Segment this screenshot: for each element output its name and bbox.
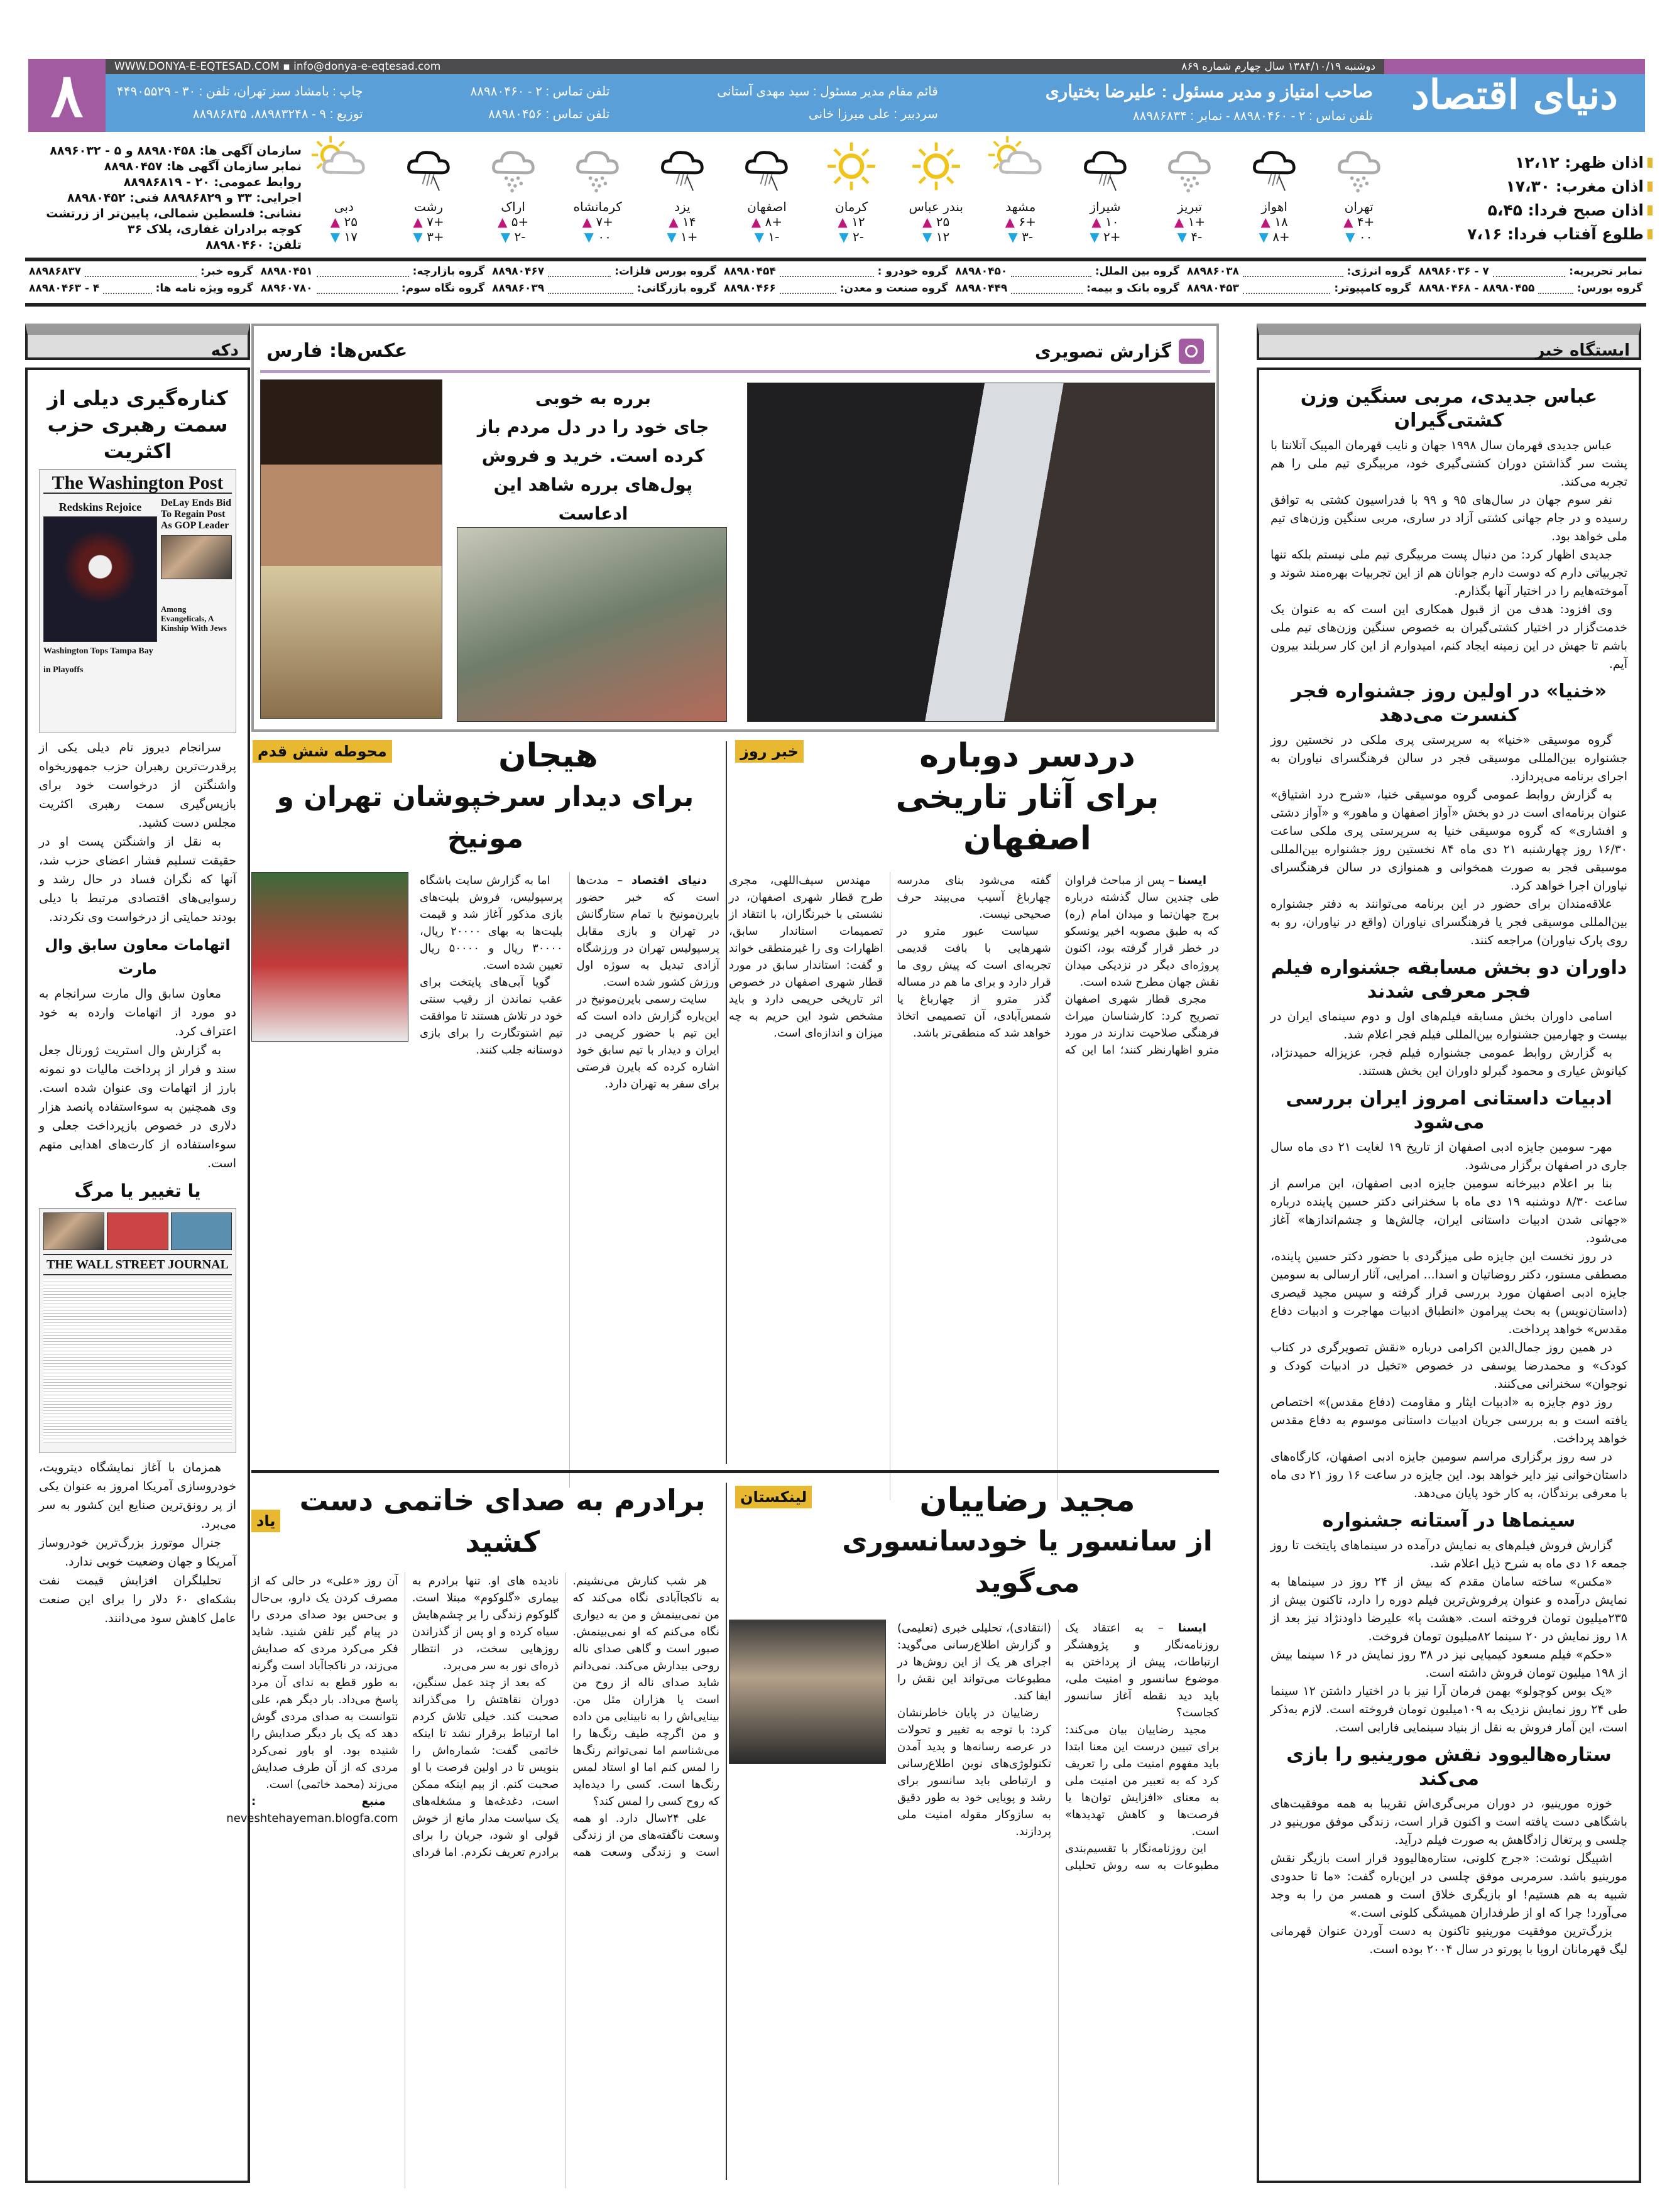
phone-number: ۸۸۹۸۶۰۳۹ <box>492 282 545 295</box>
leader-dots <box>1493 265 1566 277</box>
phone-label: نمابر تحریریه: <box>1569 265 1642 278</box>
article-rezaian <box>729 1479 1219 2183</box>
high-temp: ۲۵ ▲ <box>899 214 974 229</box>
source-label: منبع : <box>251 1795 386 1808</box>
paragraph: سرانجام دیروز تام دیلی یکی از پرقدرت‌ترین رهبران حزب جمهوریخواه واشنگتن از درخواست خود برای بازپس‌گیری سمت رهبری اکثریت مجلس دست کشید. <box>39 741 236 830</box>
dateline: دوشنبه ۱۳۸۴/۱۰/۱۹ سال چهارم شماره ۸۶۹ <box>1181 60 1375 73</box>
prayer-times <box>1401 151 1653 246</box>
byline: دنیای اقتصاد <box>631 874 707 887</box>
city-name: مشهد <box>1005 199 1036 214</box>
city-name: اهواز <box>1261 199 1287 214</box>
low-temp: +۸ ▼ <box>1237 229 1312 244</box>
phone-number: ۴ - ۸۸۹۸۰۴۶۳ <box>29 282 100 295</box>
headline-line: از سانسور یا خودسانسوری می‌گوید <box>842 1525 1213 1599</box>
phone-number: ۸۸۹۶۰۷۸۰ <box>260 282 313 295</box>
city-name: اراک <box>501 199 525 214</box>
high-temp: +۵ ▲ <box>476 214 551 229</box>
caption-text: جای خود را در دل مردم باز کرده است. خرید و فروش پول‌های برره شاهد این ادعاست <box>477 417 709 524</box>
paragraph: مجید رضاییان بیان می‌کند: برای تبیین درست این معنا ابتدا باید مفهوم امنیت ملی را تعریف کرد که به تعبیر من امنیت ملی به معنای «افزایش توان‌ها یا فرصت‌ها و کاهش تهدیدها» است. <box>1065 1723 1219 1838</box>
article-brother <box>226 1479 719 2183</box>
phone-number: ۸۸۹۸۰۴۶۷ <box>492 265 545 278</box>
deputy: قائم مقام مدیر مسئول : سید مهدی آستانی <box>717 85 938 99</box>
phone-entry <box>951 282 1183 299</box>
weather-city <box>983 139 1058 253</box>
weather-storm-icon <box>651 139 714 196</box>
camera-icon <box>1179 339 1204 364</box>
prayer-time: اذان مغرب: ۱۷،۳۰ <box>1401 175 1653 199</box>
paragraph: این روزنامه‌نگار با تقسیم‌بندی مطبوعات به سه روش تحلیلی (انتقادی)، تحلیلی خبری (تعلیمی) و گزارش اطلاع‌رسانی می‌گوید: اجرای هر یک از این روش‌ها در مطبوعات می‌تواند این نقش را ایفا کند. <box>897 1621 1219 1872</box>
paragraph: به نقل از واشنگتن پست او در حقیقت تسلیم فشار اعضای حزب شد، آنها که نگران فساد در حال رشد و رسوایی‌های اقتصادی مرتبط با دیلی بودند حمایتی از درخواست وی نکردند. <box>39 835 236 924</box>
high-temp: ۱۴ ▲ <box>645 214 720 229</box>
phone-entry <box>1414 265 1646 282</box>
city-name: یزد <box>674 199 691 214</box>
city-name: دبی <box>334 199 354 214</box>
low-temp: -۴ ▼ <box>1152 229 1227 244</box>
paragraph: همزمان با آغاز نمایشگاه دیترویت، خودروسازی آمریکا امروز به عنوان یکی از پر رونق‌ترین صنایع این کشور به سر می‌برد. <box>39 1461 236 1531</box>
paragraph: گروه موسیقی «خنیا» به سرپرستی پری ملکی در نخستین روز جشنواره بین‌المللی موسیقی فجر در سالن فرهنگسرای نیاوران به اجرای برنامه می‌پردازد. <box>1270 733 1627 783</box>
phone-entry <box>25 282 257 299</box>
front-headline: DeLay Ends Bid To Regain Post As GOP Leader <box>160 498 231 531</box>
leader-dots <box>103 282 151 294</box>
article-isfahan <box>729 735 1219 1464</box>
headline-line: دردسر دوباره <box>919 737 1135 775</box>
headline-line: مجید رضاییان <box>919 1481 1135 1519</box>
article-tag: خبر روز <box>735 740 804 763</box>
news-headline: ادبیات داستانی امروز ایران بررسی می‌شود <box>1286 1087 1612 1133</box>
divider <box>260 370 1210 373</box>
kiosk-subheadline: یا تغییر یا مرگ <box>74 1180 201 1201</box>
phone-number: ۷ - ۸۸۹۸۶۰۳۶ <box>1418 265 1489 278</box>
section-title: ایستگاه خبر <box>1535 341 1630 360</box>
weather-storm-icon <box>735 139 798 196</box>
phone-entry <box>488 265 720 282</box>
ad-info-line: اجرایی: ۳۳ و ۸۸۹۸۶۸۲۹ فنی: ۸۸۹۸۰۴۵۲ <box>67 191 302 205</box>
paragraph: به گزارش روابط عمومی جشنواره فیلم فجر، عزیزاله حمیدنژاد، کیانوش عیاری و محمود گبرلو داوران این بخش هستند. <box>1270 1046 1627 1078</box>
phone-entry <box>1183 265 1415 282</box>
column-divider <box>726 741 727 1464</box>
contact-links: WWW.DONYA-E-EQTESAD.COM ▪ info@donya-e-eqtesad.com <box>114 60 441 73</box>
headline-line: برای دیدار سرخپوشان تهران و مونیخ <box>276 781 694 854</box>
high-temp: +۷ ▲ <box>560 214 635 229</box>
phone-number: ۸۸۹۸۶۸۳۷ <box>29 265 82 278</box>
weather-snow-icon <box>482 139 545 196</box>
paragraph: خوزه مورینیو، در دوران مربی‌گری‌اش تقریبا به همه موفقیت‌های باشگاهی دست یافته است و اکنون قرار است، زندگی موفق مورینیو در چلسی و پرتغال زادگاهش به صورت فیلم درآید. <box>1270 1797 1627 1847</box>
ad-info-line: روابط عمومی: ۲۰ - ۸۸۹۸۶۸۱۹ <box>123 175 302 189</box>
phone-directory <box>25 258 1646 307</box>
advertising-contact-info <box>25 143 302 253</box>
phone-label: گروه خبر: <box>200 265 253 278</box>
paragraph: هر شب کنارش می‌نشینم. به ناکجاآبادی نگاه می‌کند که من نمی‌بینمش و من به دیواری نگاه می‌کنم که او نمی‌بینمش. صبور است و گاهی صدای ناله روحی بیدارش می‌کند. نمی‌دانم شاید صدای ناله از روح من است یا هزاران مثل من. بینایی‌اش را به نابینایی من داده و من اگرچه طیف رنگ‌ها را می‌شناسم اما نمی‌توانم رنگ‌ها را لمس کنم اما او استاد لمس رنگ‌ها است. کسی را دیده‌اید که روح کسی را لمس کند؟ <box>572 1574 719 1808</box>
newspaper-logo: دنیای اقتصاد <box>1384 59 1645 132</box>
phone-label: گروه ویژه نامه ها: <box>155 282 253 295</box>
phone-entry <box>951 265 1183 282</box>
article-body: ایسنا – پس از مباحث فراوان طی چندین سال گذشته درباره برج جهان‌نما و میدان امام (ره) که به طبق مصوبه اخیر یونسکو در خطر قرار گرفته بود، اکنون پروژه‌ای دیگر در نزدیکی میدان نقش جهان مطرح شده است. مجری قطار شهری اصفهان تصریح کرد: کارشناسان میراث فرهنگی صلاحیت ندارند در مورد مترو اظهارنظر کنند؛ اما این که گفته می‌شود بنای مدرسه چهارباغ آسیب می‌بیند حرف صحیحی نیست. سیاست عبور مترو در شهرهایی با بافت قدیمی تجربه‌ای است که پیش روی ما قرار دارد و برای ما هم در مساله گذر مترو از چهارباغ یا شمس‌آبادی، آن تصمیمی اتخاذ خواهد شد که منطقی‌تر باشد. مهندس سیف‌اللهی، مجری طرح قطار شهری اصفهان، در نشستی با خبرنگاران، با انتقاد از تصمیمات استاندار سابق، اظهارات وی را غیرمنطقی خواند و گفت: استاندار سابق در مورد قطار شهری اصفهان در خصوص اثر تاریخی حریمی دارد و باید مشخص شود این حریم به چه میزان و اندازه‌ای است. <box>729 872 1219 1500</box>
paragraph: نفر سوم جهان در سال‌های ۹۵ و ۹۹ با فدراسیون کشتی به توافق رسیده و در جام جهانی کشتی آزاد در ساری، مربی سنگین وزن‌های تیم ملی خواهد بود. <box>1270 493 1627 543</box>
front-headline: Redskins Rejoice <box>58 501 142 513</box>
news-headline: «خنیا» در اولین روز جشنواره فجر کنسرت می‌دهد <box>1291 680 1607 726</box>
wsj-front-page <box>39 1208 236 1453</box>
prayer-time: اذان ظهر: ۱۲،۱۲ <box>1401 151 1653 175</box>
paragraph: بزرگ‌ترین موفقیت مورینیو تاکنون به دست آوردن عنوان قهرمانی لیگ قهرمانان اروپا با پورتو در سال ۲۰۰۴ بوده است. <box>1270 1924 1627 1956</box>
photo-report <box>251 324 1219 732</box>
city-name: کرمان <box>835 199 868 214</box>
paragraph: اسامی داوران بخش مسابقه فیلم‌های اول و دوم سینمای ایران در بیست و چهارمین جشنواره بین‌المللی فیلم فجر اعلام شد. <box>1270 1010 1627 1042</box>
website-link[interactable]: WWW.DONYA-E-EQTESAD.COM <box>114 60 280 73</box>
weather-city <box>476 139 551 253</box>
paragraph: وی افزود: هدف من از قبول همکاری این است که به عنوان یک خدمت‌گزار در اختیار کشتی‌گیران به خصوص سنگین وزن‌های تیم ملی باشم تا جهش در این زمینه ایجاد کنم، امیدوارم از این کار سربلند بیرون آیم. <box>1270 602 1627 671</box>
phone-number: ۸۸۹۸۰۴۵۰ <box>955 265 1008 278</box>
weather-sun-icon <box>820 139 883 196</box>
paragraph: مهندس سیف‌اللهی، مجری طرح قطار شهری اصفهان، در نشستی با خبرنگاران، با انتقاد از تصمیمات استاندار سابق، اظهارات وی را غیرمنطقی خواند و گفت: استاندار سابق در مورد قطار شهری اصفهان در خصوص اثر تاریخی حریمی دارد و باید مشخص شود این حریم به چه میزان و اندازه‌ای است. <box>729 874 883 1040</box>
phone-entry <box>720 282 952 299</box>
low-temp: -۲ ▼ <box>814 229 889 244</box>
phone-number: ۸۸۹۸۰۴۵۳ <box>1186 282 1239 295</box>
top-info-strip <box>106 59 1384 74</box>
photo-report-label: گزارش تصویری <box>1034 341 1171 362</box>
weather-partly-icon <box>312 139 375 196</box>
leader-dots <box>1538 282 1573 294</box>
city-name: تبریز <box>1177 199 1203 214</box>
paragraph: در روز نخست این جایزه طی میزگردی با حضور دکتر حسین پاینده، مصطفی مستور، دکتر روضاتیان و اسدا... امرایی، آثار ارسالی به سومین جایزه ادبی اصفهان مورد بررسی قرار گرفته و سپس مجید قیصری (داستان‌نویس) به بحث پیرامون «انطباق ادبیات مهاجرت و ادبیات دفاع مقدس» خواهد پرداخت. <box>1270 1250 1627 1336</box>
newsprint-columns <box>43 1279 232 1442</box>
news-station-box <box>1257 368 1641 2183</box>
phone-number: ۸۸۹۸۶۰۳۸ <box>1186 265 1239 278</box>
paragraph: عباس جدیدی قهرمان سال ۱۹۹۸ جهان و نایب قهرمان المپیک آتلانتا با پشت سر گذاشتن دوران کشتی‌گیری خود، مربیگری تیم ملی را هم تجربه می‌کند. <box>1270 439 1627 489</box>
horizontal-rule <box>251 1470 1219 1473</box>
weather-forecast <box>302 139 1401 253</box>
thumbnail-photo <box>171 1212 232 1250</box>
phone-label: گروه بورس فلزات: <box>615 265 716 278</box>
city-name: بندر عباس <box>909 199 963 214</box>
phone-entry <box>257 265 489 282</box>
weather-city <box>729 139 804 253</box>
publisher-group <box>1046 80 1373 126</box>
paragraph: «حکم» فیلم مسعود کیمیایی نیز در ۳۸ روز نمایش در ۱۶ سینما بیش از ۱۹۸ میلیون تومان فروش داشته است. <box>1270 1648 1627 1680</box>
weather-snow-icon <box>566 139 629 196</box>
weather-city <box>306 139 381 253</box>
masthead-band <box>106 74 1384 132</box>
low-temp: ۰۰ ▼ <box>1321 229 1397 244</box>
leader-dots <box>548 282 633 294</box>
leader-dots <box>548 265 611 277</box>
phone-label: گروه بورس: <box>1576 282 1642 295</box>
deputy-group <box>717 82 938 124</box>
paragraph: در همین روز جمال‌الدین اکرامی درباره «نقش تصویرگری در کتاب کودک» و محمدرضا یوسفی در خصوص «تخیل در ادبیات کودک و نوجوان» سخنرانی می‌کنند. <box>1270 1341 1627 1391</box>
phone-label: گروه خودرو : <box>877 265 948 278</box>
kiosk-box <box>25 368 250 2183</box>
paragraph: اشپیگل نوشت: «جرج کلونی، ستاره‌هالیوود قرار است بازیگر نقش مورینیو باشد. سرمربی موفق چلسی در این‌باره گفت: «ما تا حدودی شبیه به هم هستیم! او بازیگری خلاق است و همسر من را به وجد می‌آورد! چرا که او از طرفداران همیشگی کلونی است.» <box>1270 1851 1627 1920</box>
front-headline: Among Evangelicals, A Kinship With Jews <box>160 604 227 633</box>
high-temp: +۸ ▲ <box>729 214 804 229</box>
leader-dots <box>317 265 409 277</box>
caption-title: برره به خوبی <box>535 388 652 408</box>
paragraph: جنرال موتورز بزرگ‌ترین خودروساز آمریکا و جهان وضعیت خوبی ندارد. <box>39 1536 236 1569</box>
leader-dots <box>1243 265 1343 277</box>
photo-boy-with-banknotes <box>260 379 442 719</box>
paragraph: به گزارش وال استریت ژورنال جعل سند و فرار از پرداخت مالیات دو نمونه بارز از اتهامات وی عنوان شده است. وی همچنین به سوءاستفاده پانصد هزار دلاری در خصوص بازپرداخت جعلی و سوءاستفاده از کارت‌های اهدایی متهم است. <box>39 1043 236 1170</box>
paragraph: در سه روز برگزاری مراسم سومین جایزه ادبی اصفهان، کارگاه‌های داستان‌خوانی نیز دایر خواهد بود. این جایزه در ساعت ۱۶ روز ۲۱ دی ماه با معرفی برندگان، به کار خود پایان می‌دهد. <box>1270 1450 1627 1500</box>
high-temp: +۷ ▲ <box>391 214 466 229</box>
leader-dots <box>780 265 874 277</box>
weather-city <box>1152 139 1227 253</box>
article-tag: یاد <box>251 1510 280 1532</box>
paragraph: به گزارش روابط عمومی گروه موسیقی خنیا، «شرح درد اشتیاق» عنوان برنامه‌ای است در دو بخش «آواز اصفهان و ماهور» و «آواز دشتی و افشاری» که گروه موسیقی خنیا به سرپرستی پری ملکی ساعت ۱۶/۳۰ روز چهارشنبه ۲۱ دی ماه ۸۴ نخستین روز جشنواره بین‌المللی موسیقی فجر به صورت همخوانی و همنوازی در سالن فرهنگسرای نیاوران اجرا خواهد کرد. <box>1270 788 1627 893</box>
headline-line: هیجان <box>498 737 598 775</box>
phone-number: ۸۸۹۸۰۴۵۴ <box>723 265 776 278</box>
section-title: دکه <box>210 341 239 360</box>
weather-city <box>1321 139 1397 253</box>
high-temp: +۴ ▲ <box>1321 214 1397 229</box>
ad-info-line: سازمان آگهی ها: ۸۸۹۸۰۴۵۸ و ۵ - ۸۸۹۶۰۳۲ <box>50 144 302 158</box>
weather-city <box>814 139 889 253</box>
phone-entry <box>1183 282 1415 299</box>
paragraph: معاون سابق وال مارت سرانجام به دو مورد از اتهامات وارده به خود اعتراف کرد. <box>39 987 236 1038</box>
low-temp: -۱ ▼ <box>729 229 804 244</box>
email-link[interactable]: info@donya-e-eqtesad.com <box>293 60 441 73</box>
city-name: رشت <box>413 199 444 214</box>
ad-info-line: کوچه برادران غفاری، پلاک ۳۶ <box>127 222 302 236</box>
weather-city <box>1237 139 1312 253</box>
paragraph: گزارش فروش فیلم‌های به نمایش درآمده در سینماهای پایتخت تا روز جمعه ۱۶ دی ماه به شرح ذیل اعلام شد. <box>1270 1539 1627 1571</box>
newspaper-name: THE WALL STREET JOURNAL <box>43 1254 232 1275</box>
article-tag: لینکستان <box>735 1486 812 1508</box>
leader-dots <box>780 282 836 294</box>
phone-entry <box>488 282 720 299</box>
phone-label: گروه انرژی: <box>1347 265 1411 278</box>
page-number: ۸ <box>28 59 106 132</box>
paragraph: گویا آبی‌های پایتخت برای عقب نماندن از رقیب سنتی خود در تلاش هستند تا موافقت تیم اشتوتگارت را برای بازی دوستانه جلب کنند. <box>420 976 563 1057</box>
phone-number: ۸۸۹۸۰۴۵۵ - ۸۸۹۸۰۴۶۸ <box>1418 282 1535 295</box>
newspaper-name: The Washington Post <box>43 474 232 494</box>
phone-entry <box>25 265 257 282</box>
phone-number: ۸۸۹۸۰۴۴۹ <box>955 282 1008 295</box>
news-headline: عباس جدیدی، مربی سنگین وزن کشتی‌گیران <box>1300 386 1598 432</box>
weather-city <box>899 139 974 253</box>
paragraph: علی ۲۴سال دارد. او همه وسعت ناگفته‌های من از زندگی است و زندگی وسعت همه نادیده های او. تنها برادرم به بیماری «گلوکوم» مبتلا است. گلوکوم زندگی را بر چشم‌هایش سیاه کرده و او پس از گذراندن روزهایی سخت، در انتظار ذره‌ای نور به سر می‌برد. <box>412 1574 719 1859</box>
paragraph: تحلیلگران افزایش قیمت نفت بشکه‌ای ۶۰ دلار را برای این صنعت عامل کاهش سود می‌دانند. <box>39 1574 237 1625</box>
deputy-phone-group <box>470 82 609 124</box>
front-headline: Washington Tops Tampa Bay in Playoffs <box>43 646 153 675</box>
photo-credit: عکس‌ها: فارس <box>266 340 408 362</box>
weather-sun-icon <box>905 139 968 196</box>
city-name: کرمانشاه <box>573 199 622 214</box>
headline-line: برای آثار تاریخی اصفهان <box>895 778 1159 858</box>
paragraph: جدیدی اظهار کرد: من دنبال پست مربیگری تیم ملی نیستم بلکه تنها تجربیاتی دارم که دوست دارم جوانان هم از این تجربیات بهره‌مند شوند و آموخته‌هایم را در اختیار آنها بگذارم. <box>1270 548 1627 598</box>
paragraph: «یک بوس کوچولو» بهمن فرمان آرا نیز با در اختیار داشتن ۱۲ سینما طی ۲۴ روز نمایش نزدیک به ۱۰۹میلیون تومان فروخته است. لازم به‌ذکر است، این آمار فروش به نقل از بنیاد سینمایی فارابی است. <box>1270 1684 1628 1735</box>
leader-dots <box>1011 265 1091 277</box>
high-temp: +۱ ▲ <box>1152 214 1227 229</box>
city-name: تهران <box>1344 199 1374 214</box>
low-temp: ۱۲ ▼ <box>899 229 974 244</box>
low-temp: -۳ ▼ <box>983 229 1058 244</box>
print-group <box>117 82 363 124</box>
city-name: شیراز <box>1090 199 1121 214</box>
prayer-time: اذان صبح فردا: ۵،۴۵ <box>1401 199 1653 222</box>
low-temp: +۲ ▼ <box>1068 229 1143 244</box>
ad-info-line: نشانی: فلسطین شمالی، پایین‌تر از زرتشت <box>46 207 302 221</box>
washington-post-front-page <box>39 469 236 733</box>
section-header-kiosk <box>25 324 250 360</box>
kiosk-subheadline: اتهامات معاون سابق وال مارت <box>45 936 231 978</box>
paragraph: که بعد از چند عمل سنگین، دوران نقاهتش را می‌گذراند صحبت کند. خیلی تلاش کردم اما ارتباط برقرار نشد تا اینکه خاتمی گفت: شماره‌اش را بنویس تا در اولین فرصت با او صحبت کنم. از بیم اینکه ممکن است، دغدغه‌ها و مشغله‌های یک سیاست مدار مانع از خوش قولی او شود، جریان را برای برادرم تعریف نکردم. اما فردای آن روز «علی» در حالی که از مصرف کردن یک دارو، بی‌حال و بی‌حس بود صدای مردی را در پیام گیر تلفن شنید. شاید فکر می‌کرد مردی که صدایش می‌زند، در ناکجاآباد است وگرنه به طور قطع به ندای آن مرد پاسخ می‌داد. بار دیگر هم، علی نتوانست به صدای مردی گوش دهد که یک بار دیگر صدایش را شنیده بود. او باور نمی‌کرد مردی که از آن طرف صدایش می‌زند (محمد خاتمی) است. <box>251 1574 559 1859</box>
weather-city <box>645 139 720 253</box>
article-body: دنیای اقتصاد – مدت‌ها است که خبر حضور بایرن‌مونیخ با تمام ستارگانش در تهران و بازی مقابل پرسپولیس تهران در ورزشگاه آزادی تبدیل به سوژه اول ورزش کشور شده است. سایت رسمی بایرن‌مونیخ در این‌باره گزارش داده است که این تیم با حضور کریمی در ایران و دیدار با تیم سابق خود اشاره کرده که بایرن فرصتی برای سفر به تهران دارد. اما به گزارش سایت باشگاه پرسپولیس، فروش بلیت‌های بازی مذکور آغاز شد و قیمت بلیت‌ها به بهای ۲۰۰۰۰ ریال، ۳۰۰۰۰ ریال و ۵۰۰۰۰ ریال تعیین شده است. گویا آبی‌های پایتخت برای عقب نماندن از رقیب سنتی خود در تلاش هستند تا موافقت تیم اشتوتگارت را برای بازی دوستانه جلب کنند. <box>420 872 719 1488</box>
weather-storm-icon <box>397 139 460 196</box>
weather-snow-icon <box>1158 139 1221 196</box>
source-link[interactable]: neveshtehayeman.blogfa.com <box>226 1812 398 1825</box>
phone-number: ۸۸۹۸۰۴۶۶ <box>723 282 776 295</box>
high-temp: ۱۸ ▲ <box>1237 214 1312 229</box>
leader-dots <box>1243 282 1330 294</box>
leader-dots <box>1011 282 1083 294</box>
phone-label: گروه کامپیوتر: <box>1334 282 1411 295</box>
phone-label: گروه بازرگانی: <box>637 282 716 295</box>
phone-label: گروه بانک و بیمه: <box>1086 282 1179 295</box>
byline: ایسنا <box>1178 874 1207 887</box>
article-hijan <box>251 735 719 1464</box>
news-headline: داوران دو بخش مسابقه جشنواره فیلم فجر معرفی شدند <box>1270 957 1627 1003</box>
paragraph: سیاست عبور مترو در شهرهایی با بافت قدیمی تجربه‌ای است که پیش روی ما قرار دارد و برای ما هم در مساله گذر مترو از چهارباغ یا شمس‌آبادی، آن تصمیمی اتخاذ خواهد شد که منطقی‌تر باشد. <box>897 925 1051 1040</box>
low-temp: ۱۷ ▼ <box>306 229 381 244</box>
phone-entry <box>257 282 489 299</box>
publisher: صاحب امتیاز و مدیر مسئول : علیرضا بختیاری <box>1045 82 1373 101</box>
leader-dots <box>317 282 398 294</box>
high-temp: ۲۵ ▲ <box>306 214 381 229</box>
thumbnail-photo <box>43 1212 104 1250</box>
portrait-photo <box>161 535 232 579</box>
phone-label: گروه نگاه سوم: <box>401 282 485 295</box>
phone-label: گروه صنعت و معدن: <box>839 282 948 295</box>
football-photo <box>43 516 157 642</box>
section-header-news-station <box>1257 324 1641 360</box>
article-body <box>226 1572 719 2188</box>
phone-label: گروه بین الملل: <box>1095 265 1179 278</box>
photo-majid-rezaian <box>729 1620 886 1764</box>
paragraph: مجری قطار شهری اصفهان تصریح کرد: کارشناسان میراث فرهنگی صلاحیت ندارند در مورد مترو اظهارنظر کنند؛ اما این که گفته می‌شود بنای مدرسه چهارباغ آسیب می‌بیند حرف صحیحی نیست. <box>897 874 1219 1057</box>
weather-snow-icon <box>1328 139 1391 196</box>
low-temp: +۳ ▼ <box>391 229 466 244</box>
editor-phone: تلفن تماس : ۸۸۹۸۰۴۵۶ <box>488 107 610 121</box>
paragraph: اما به گزارش سایت باشگاه پرسپولیس، فروش بلیت‌های بازی مذکور آغاز شد و قیمت بلیت‌ها به بهای ۲۰۰۰۰ ریال، ۳۰۰۰۰ ریال و ۵۰۰۰۰ ریال تعیین شده است. <box>420 874 563 972</box>
weather-partly-icon <box>989 139 1052 196</box>
deputy-phone: تلفن تماس : ۲ - ۸۸۹۸۰۴۶۰ <box>470 85 610 99</box>
thumbnail-photo <box>107 1212 168 1250</box>
photo-man-with-umbrella <box>747 383 1215 722</box>
ad-info-line: تلفن: ۸۸۹۸۰۴۶۰ <box>205 238 302 252</box>
publisher-phone: تلفن تماس : ۲ - ۸۸۹۸۰۴۶۰ - نمابر : ۸۸۹۸۶۸۳۴ <box>1132 109 1373 123</box>
column-divider <box>726 1483 727 2180</box>
news-headline: سینماها در آستانه جشنواره <box>1322 1510 1576 1532</box>
city-name: اصفهان <box>747 199 787 214</box>
paragraph: پس از مباحث فراوان طی چندین سال گذشته درباره برج جهان‌نما و میدان امام (ره) که به طبق مصوبه اخیر یونسکو در خطر قرار گرفته بود، اکنون پروژه‌ای دیگر در نزدیکی میدان نقش جهان مطرح شده است. <box>1064 874 1219 989</box>
article-body: ایسنا – به اعتقاد یک روزنامه‌نگار و پژوهشگر ارتباطات، پیش از پرداختن به موضوع سانسور و امنیت ملی، باید دید نقطه آغاز سانسور کجاست؟ مجید رضاییان بیان می‌کند: برای تبیین درست این معنا ابتدا باید مفهوم امنیت ملی را تعریف کرد که به تعبیر من امنیت ملی به معنای «افزایش توان‌ها یا فرصت‌ها و کاهش تهدیدها» است. این روزنامه‌نگار با تقسیم‌بندی مطبوعات به سه روش تحلیلی (انتقادی)، تحلیلی خبری (تعلیمی) و گزارش اطلاع‌رسانی می‌گوید: اجرای هر یک از این روش‌ها در مطبوعات می‌تواند این نقش را ایفا کند. رضاییان در پایان خاطرنشان کرد: با توجه به تغییر و تحولات در عرصه رسانه‌ها و پدید آمدن تکنولوژی‌های نوین اطلاع‌رسانی و ارتباطی باید سانسور برای رشد و پویایی خود به طور دقیق به سازوکار مقوله امنیت ملی پردازند. <box>897 1620 1219 2185</box>
news-headline: ستاره‌هالیوود نقش مورینیو را بازی می‌کند <box>1286 1744 1612 1790</box>
byline: ایسنا <box>1178 1621 1206 1635</box>
weather-storm-icon <box>1243 139 1306 196</box>
paragraph: بنا بر اعلام دبیرخانه سومین جایزه ادبی اصفهان، این مراسم از ساعت ۸/۳۰ دوشنبه ۱۹ دی ماه با سخنرانی دکتر حسین پاینده درباره «جهانی شدن ادبیات داستانی ایران، چالش‌ها و چشم‌اندازها» آغاز می‌شود. <box>1270 1177 1628 1245</box>
headline: برادرم به صدای خاتمی دست کشید <box>299 1483 706 1559</box>
high-temp: ۱۰ ▲ <box>1068 214 1143 229</box>
weather-city <box>560 139 635 253</box>
phone-entry <box>1414 282 1646 299</box>
photo-banknotes <box>457 527 727 722</box>
distribution-info: توزیع : ۹ - ۸۸۹۸۳۲۴۸، ۸۸۹۸۶۸۳۵ <box>192 107 363 121</box>
phone-label: گروه بازارچه: <box>412 265 485 278</box>
paragraph: علاقه‌مندان برای حضور در این برنامه می‌توانند به دفتر جشنواره بین‌المللی موسیقی فجر یا فرهنگسرای نیاوران (واقع در نیاوران، رو به روی پارک نیاوران) مراجعه کنند. <box>1270 897 1627 947</box>
high-temp: ۱۲ ▲ <box>814 214 889 229</box>
print-info: چاپ : بامشاد سبز تهران، تلفن : ۳۰ - ۴۴۹۰۵۵۲۹ <box>117 85 363 99</box>
low-temp: +۱ ▼ <box>645 229 720 244</box>
phone-entry <box>720 265 952 282</box>
weather-storm-icon <box>1074 139 1137 196</box>
paragraph: مهر- سومین جایزه ادبی اصفهان از تاریخ ۱۹ لغایت ۲۱ دی ماه سال جاری در اصفهان برگزار می‌شود. <box>1270 1140 1627 1172</box>
paragraph: «مکس» ساخته سامان مقدم که بیش از ۲۴ روز در سینماها به نمایش درآمده و عنوان پرفروش‌ترین فیلم دوره را دارد، تاکنون بیش از ۲۳۵میلیون تومان فروخته است. «هشت پا» علیرضا داودنژاد نیز بعد از ۱۸ روز نمایش در ۲۰ سینما ۸۲میلیون تومان فروخت. <box>1270 1575 1627 1643</box>
article-tag: محوطه شش قدم <box>253 740 392 763</box>
paragraph: مدت‌ها است که خبر حضور بایرن‌مونیخ با تمام ستارگانش در تهران و بازی مقابل پرسپولیس تهران در ورزشگاه آزادی تبدیل به سوژه اول ورزش کشور شده است. <box>576 874 719 989</box>
low-temp: -۲ ▼ <box>476 229 551 244</box>
leader-dots <box>85 265 197 277</box>
ad-info-line: نمابر سازمان آگهی ها: ۸۸۹۸۰۴۵۷ <box>104 160 302 173</box>
weather-city <box>1068 139 1143 253</box>
high-temp: +۶ ▲ <box>983 214 1058 229</box>
paragraph: روز دوم جایزه به «ادبیات ایثار و مقاومت (دفاع مقدس)» اختصاص یافته است و به بررسی جریان ادبیات داستانی موسوم به دفاع مقدس خواهد پرداخت. <box>1270 1395 1627 1446</box>
prayer-time: طلوع آفتاب فردا: ۷،۱۶ <box>1401 222 1653 246</box>
phone-number: ۸۸۹۸۰۴۵۱ <box>260 265 313 278</box>
low-temp: ۰۰ ▼ <box>560 229 635 244</box>
paragraph: رضاییان در پایان خاطرنشان کرد: با توجه به تغییر و تحولات در عرصه رسانه‌ها و پدید آمدن تکنولوژی‌های نوین اطلاع‌رسانی و ارتباطی باید سانسور برای رشد و پویایی خود به طور دقیق به سازوکار مقوله امنیت ملی پردازند. <box>897 1706 1051 1838</box>
weather-city <box>391 139 466 253</box>
kiosk-headline: کناره‌گیری دیلی از سمت رهبری حزب اکثریت <box>47 386 228 463</box>
photo-football-players <box>251 872 408 1042</box>
paragraph: به اعتقاد یک روزنامه‌نگار و پژوهشگر ارتباطات، پیش از پرداختن به موضوع سانسور و امنیت ملی، باید دید نقطه آغاز سانسور کجاست؟ <box>1065 1621 1219 1719</box>
editor: سردبیر : علی میرزا خانی <box>808 107 938 121</box>
paragraph: سایت رسمی بایرن‌مونیخ در این‌باره گزارش داده است که این تیم با حضور کریمی در ایران و دیدار با تیم سابق خود اشاره کرده که بایرن فرصتی برای سفر به تهران دارد. <box>576 993 719 1091</box>
